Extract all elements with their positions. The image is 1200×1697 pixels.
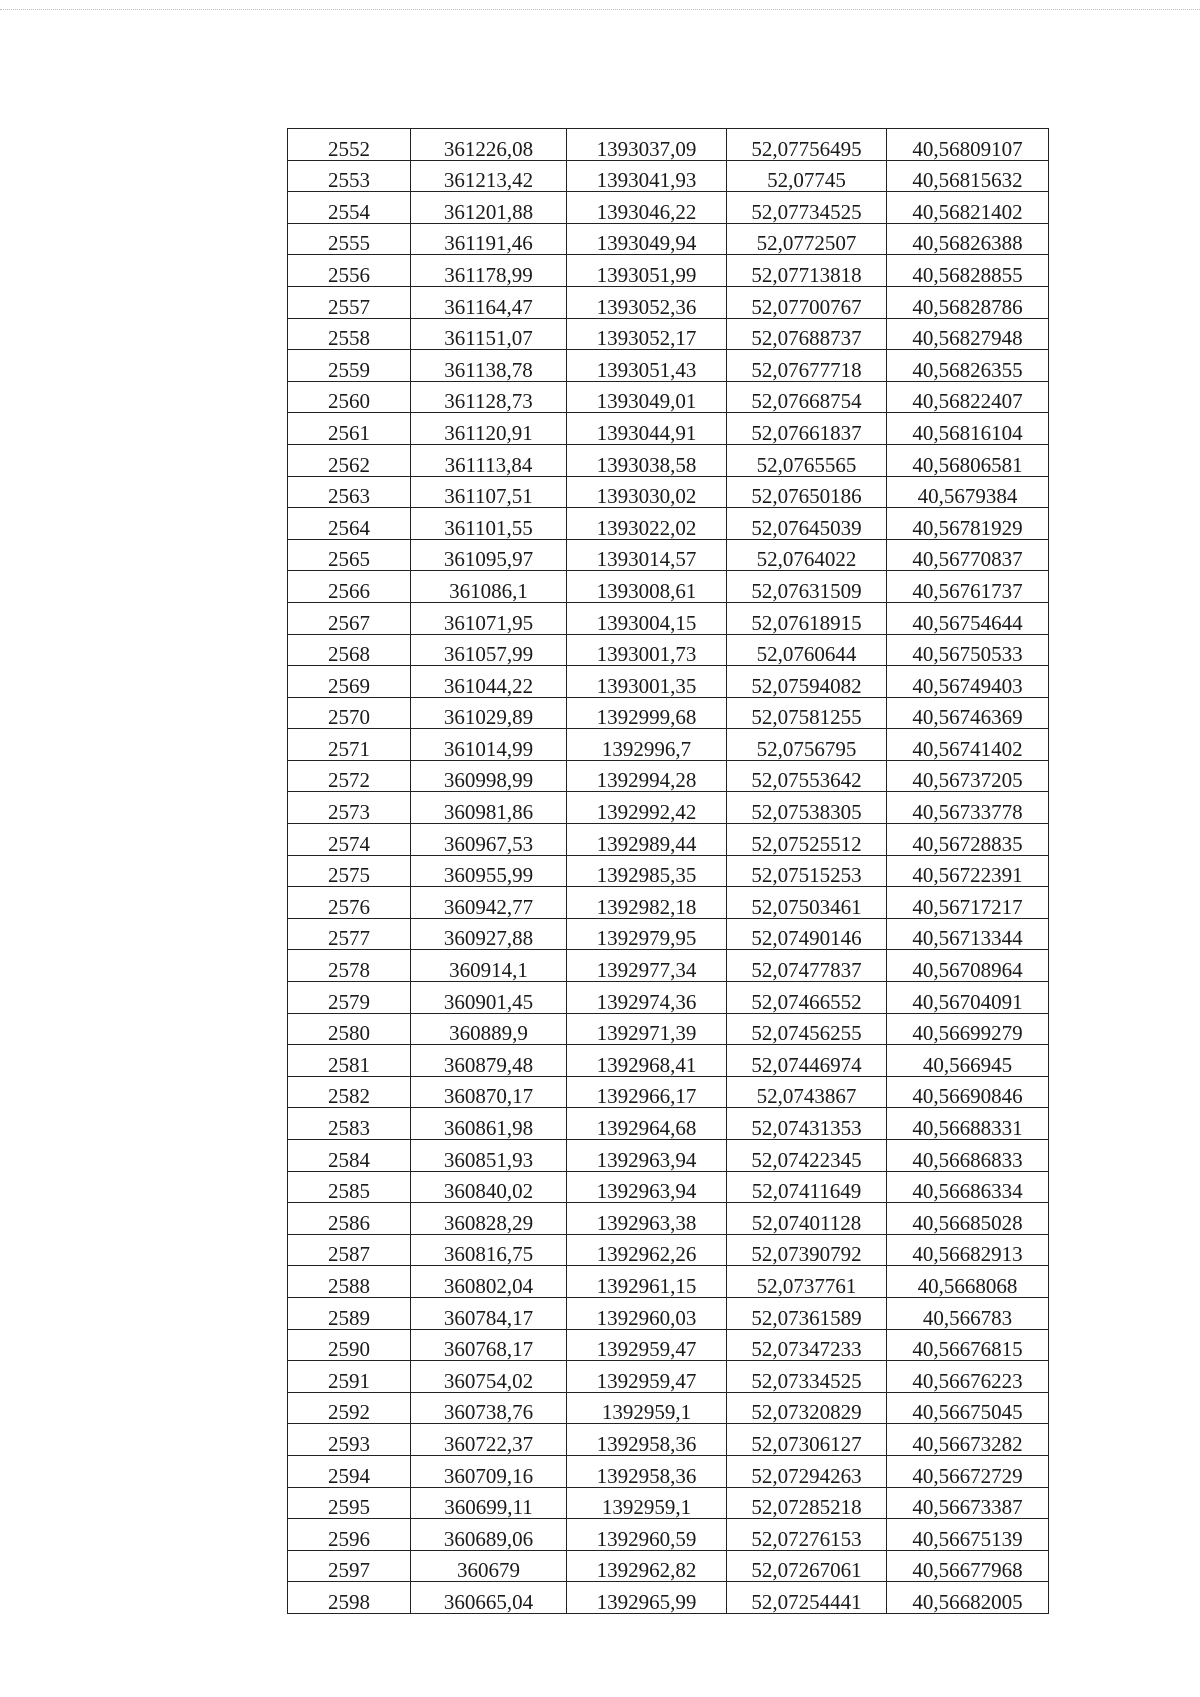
point-number-cell: 2588 xyxy=(288,1266,411,1298)
y-coordinate-cell: 1393044,91 xyxy=(567,413,727,445)
y-coordinate-cell: 1392963,94 xyxy=(567,1140,727,1172)
scan-edge-line xyxy=(0,9,1200,10)
latitude-cell: 52,07618915 xyxy=(727,602,887,634)
y-coordinate-cell: 1392963,38 xyxy=(567,1203,727,1235)
latitude-cell: 52,07745 xyxy=(727,160,887,192)
longitude-cell: 40,56733778 xyxy=(887,792,1049,824)
longitude-cell: 40,56685028 xyxy=(887,1203,1049,1235)
x-coordinate-cell: 361120,91 xyxy=(411,413,567,445)
latitude-cell: 52,07334525 xyxy=(727,1361,887,1393)
table-row xyxy=(288,1424,1049,1456)
longitude-cell: 40,5679384 xyxy=(887,476,1049,508)
table-row xyxy=(288,824,1049,856)
table-row xyxy=(288,1487,1049,1519)
y-coordinate-cell: 1392989,44 xyxy=(567,824,727,856)
coordinates-table xyxy=(287,128,1049,1614)
longitude-cell: 40,56828855 xyxy=(887,255,1049,287)
coordinates-table-body xyxy=(288,129,1049,1614)
point-number-cell: 2555 xyxy=(288,223,411,255)
x-coordinate-cell: 361201,88 xyxy=(411,192,567,224)
longitude-cell: 40,56686833 xyxy=(887,1140,1049,1172)
point-number-cell: 2553 xyxy=(288,160,411,192)
point-number-cell: 2593 xyxy=(288,1424,411,1456)
y-coordinate-cell: 1392985,35 xyxy=(567,855,727,887)
point-number-cell: 2585 xyxy=(288,1171,411,1203)
x-coordinate-cell: 361213,42 xyxy=(411,160,567,192)
table-row xyxy=(288,634,1049,666)
latitude-cell: 52,07700767 xyxy=(727,286,887,318)
point-number-cell: 2584 xyxy=(288,1140,411,1172)
longitude-cell: 40,56822407 xyxy=(887,381,1049,413)
table-row xyxy=(288,286,1049,318)
point-number-cell: 2574 xyxy=(288,824,411,856)
y-coordinate-cell: 1392959,47 xyxy=(567,1329,727,1361)
longitude-cell: 40,56750533 xyxy=(887,634,1049,666)
point-number-cell: 2582 xyxy=(288,1076,411,1108)
table-row xyxy=(288,318,1049,350)
point-number-cell: 2571 xyxy=(288,729,411,761)
longitude-cell: 40,56713344 xyxy=(887,918,1049,950)
x-coordinate-cell: 361071,95 xyxy=(411,602,567,634)
y-coordinate-cell: 1393046,22 xyxy=(567,192,727,224)
latitude-cell: 52,07631509 xyxy=(727,571,887,603)
x-coordinate-cell: 360981,86 xyxy=(411,792,567,824)
table-row xyxy=(288,697,1049,729)
y-coordinate-cell: 1393008,61 xyxy=(567,571,727,603)
table-row xyxy=(288,255,1049,287)
longitude-cell: 40,56749403 xyxy=(887,666,1049,698)
latitude-cell: 52,07594082 xyxy=(727,666,887,698)
latitude-cell: 52,07538305 xyxy=(727,792,887,824)
y-coordinate-cell: 1393004,15 xyxy=(567,602,727,634)
point-number-cell: 2592 xyxy=(288,1392,411,1424)
point-number-cell: 2562 xyxy=(288,444,411,476)
latitude-cell: 52,07490146 xyxy=(727,918,887,950)
table-row xyxy=(288,1203,1049,1235)
longitude-cell: 40,56677968 xyxy=(887,1550,1049,1582)
point-number-cell: 2570 xyxy=(288,697,411,729)
longitude-cell: 40,56816104 xyxy=(887,413,1049,445)
x-coordinate-cell: 360851,93 xyxy=(411,1140,567,1172)
y-coordinate-cell: 1393052,17 xyxy=(567,318,727,350)
x-coordinate-cell: 360955,99 xyxy=(411,855,567,887)
table-row xyxy=(288,855,1049,887)
x-coordinate-cell: 361113,84 xyxy=(411,444,567,476)
x-coordinate-cell: 360998,99 xyxy=(411,760,567,792)
y-coordinate-cell: 1392963,94 xyxy=(567,1171,727,1203)
latitude-cell: 52,07390792 xyxy=(727,1234,887,1266)
point-number-cell: 2595 xyxy=(288,1487,411,1519)
table-row xyxy=(288,666,1049,698)
y-coordinate-cell: 1393049,94 xyxy=(567,223,727,255)
y-coordinate-cell: 1392964,68 xyxy=(567,1108,727,1140)
longitude-cell: 40,566783 xyxy=(887,1297,1049,1329)
longitude-cell: 40,56682005 xyxy=(887,1582,1049,1614)
x-coordinate-cell: 360816,75 xyxy=(411,1234,567,1266)
latitude-cell: 52,07713818 xyxy=(727,255,887,287)
longitude-cell: 40,56746369 xyxy=(887,697,1049,729)
point-number-cell: 2576 xyxy=(288,887,411,919)
table-row xyxy=(288,539,1049,571)
longitude-cell: 40,5668068 xyxy=(887,1266,1049,1298)
table-row xyxy=(288,476,1049,508)
latitude-cell: 52,07294263 xyxy=(727,1455,887,1487)
longitude-cell: 40,56686334 xyxy=(887,1171,1049,1203)
point-number-cell: 2568 xyxy=(288,634,411,666)
table-row xyxy=(288,1013,1049,1045)
table-row xyxy=(288,508,1049,540)
longitude-cell: 40,566945 xyxy=(887,1045,1049,1077)
table-row xyxy=(288,950,1049,982)
latitude-cell: 52,07677718 xyxy=(727,350,887,382)
y-coordinate-cell: 1392977,34 xyxy=(567,950,727,982)
x-coordinate-cell: 360840,02 xyxy=(411,1171,567,1203)
table-row xyxy=(288,1455,1049,1487)
table-row xyxy=(288,413,1049,445)
y-coordinate-cell: 1393051,99 xyxy=(567,255,727,287)
table-row xyxy=(288,192,1049,224)
x-coordinate-cell: 361057,99 xyxy=(411,634,567,666)
latitude-cell: 52,0760644 xyxy=(727,634,887,666)
longitude-cell: 40,56826355 xyxy=(887,350,1049,382)
table-row xyxy=(288,1076,1049,1108)
table-row xyxy=(288,792,1049,824)
point-number-cell: 2597 xyxy=(288,1550,411,1582)
longitude-cell: 40,56761737 xyxy=(887,571,1049,603)
table-row xyxy=(288,602,1049,634)
y-coordinate-cell: 1392968,41 xyxy=(567,1045,727,1077)
longitude-cell: 40,56754644 xyxy=(887,602,1049,634)
longitude-cell: 40,56676815 xyxy=(887,1329,1049,1361)
longitude-cell: 40,56815632 xyxy=(887,160,1049,192)
y-coordinate-cell: 1393041,93 xyxy=(567,160,727,192)
x-coordinate-cell: 360828,29 xyxy=(411,1203,567,1235)
y-coordinate-cell: 1392962,82 xyxy=(567,1550,727,1582)
y-coordinate-cell: 1392965,99 xyxy=(567,1582,727,1614)
latitude-cell: 52,07456255 xyxy=(727,1013,887,1045)
x-coordinate-cell: 361095,97 xyxy=(411,539,567,571)
x-coordinate-cell: 361029,89 xyxy=(411,697,567,729)
longitude-cell: 40,56675045 xyxy=(887,1392,1049,1424)
latitude-cell: 52,07734525 xyxy=(727,192,887,224)
table-row xyxy=(288,129,1049,161)
point-number-cell: 2563 xyxy=(288,476,411,508)
table-row xyxy=(288,729,1049,761)
point-number-cell: 2591 xyxy=(288,1361,411,1393)
point-number-cell: 2573 xyxy=(288,792,411,824)
point-number-cell: 2569 xyxy=(288,666,411,698)
point-number-cell: 2580 xyxy=(288,1013,411,1045)
x-coordinate-cell: 360870,17 xyxy=(411,1076,567,1108)
x-coordinate-cell: 361151,07 xyxy=(411,318,567,350)
longitude-cell: 40,56741402 xyxy=(887,729,1049,761)
latitude-cell: 52,07515253 xyxy=(727,855,887,887)
y-coordinate-cell: 1392974,36 xyxy=(567,982,727,1014)
latitude-cell: 52,07553642 xyxy=(727,760,887,792)
table-row xyxy=(288,918,1049,950)
point-number-cell: 2559 xyxy=(288,350,411,382)
x-coordinate-cell: 360699,11 xyxy=(411,1487,567,1519)
point-number-cell: 2594 xyxy=(288,1455,411,1487)
y-coordinate-cell: 1392960,03 xyxy=(567,1297,727,1329)
y-coordinate-cell: 1392982,18 xyxy=(567,887,727,919)
y-coordinate-cell: 1392999,68 xyxy=(567,697,727,729)
latitude-cell: 52,0764022 xyxy=(727,539,887,571)
x-coordinate-cell: 360722,37 xyxy=(411,1424,567,1456)
y-coordinate-cell: 1392966,17 xyxy=(567,1076,727,1108)
latitude-cell: 52,07756495 xyxy=(727,129,887,161)
latitude-cell: 52,07276153 xyxy=(727,1519,887,1551)
point-number-cell: 2581 xyxy=(288,1045,411,1077)
point-number-cell: 2565 xyxy=(288,539,411,571)
y-coordinate-cell: 1392959,1 xyxy=(567,1487,727,1519)
longitude-cell: 40,56827948 xyxy=(887,318,1049,350)
y-coordinate-cell: 1392959,1 xyxy=(567,1392,727,1424)
x-coordinate-cell: 360768,17 xyxy=(411,1329,567,1361)
y-coordinate-cell: 1393014,57 xyxy=(567,539,727,571)
y-coordinate-cell: 1392979,95 xyxy=(567,918,727,950)
latitude-cell: 52,07477837 xyxy=(727,950,887,982)
x-coordinate-cell: 361226,08 xyxy=(411,129,567,161)
point-number-cell: 2598 xyxy=(288,1582,411,1614)
x-coordinate-cell: 361138,78 xyxy=(411,350,567,382)
y-coordinate-cell: 1393001,35 xyxy=(567,666,727,698)
latitude-cell: 52,07525512 xyxy=(727,824,887,856)
point-number-cell: 2554 xyxy=(288,192,411,224)
y-coordinate-cell: 1392958,36 xyxy=(567,1424,727,1456)
point-number-cell: 2557 xyxy=(288,286,411,318)
point-number-cell: 2567 xyxy=(288,602,411,634)
x-coordinate-cell: 360942,77 xyxy=(411,887,567,919)
latitude-cell: 52,07320829 xyxy=(727,1392,887,1424)
table-row xyxy=(288,350,1049,382)
x-coordinate-cell: 360861,98 xyxy=(411,1108,567,1140)
x-coordinate-cell: 361107,51 xyxy=(411,476,567,508)
point-number-cell: 2564 xyxy=(288,508,411,540)
latitude-cell: 52,07267061 xyxy=(727,1550,887,1582)
y-coordinate-cell: 1393049,01 xyxy=(567,381,727,413)
x-coordinate-cell: 360665,04 xyxy=(411,1582,567,1614)
table-row xyxy=(288,1171,1049,1203)
x-coordinate-cell: 360738,76 xyxy=(411,1392,567,1424)
longitude-cell: 40,56809107 xyxy=(887,129,1049,161)
longitude-cell: 40,56826388 xyxy=(887,223,1049,255)
latitude-cell: 52,0737761 xyxy=(727,1266,887,1298)
point-number-cell: 2575 xyxy=(288,855,411,887)
table-row xyxy=(288,887,1049,919)
x-coordinate-cell: 360901,45 xyxy=(411,982,567,1014)
y-coordinate-cell: 1392994,28 xyxy=(567,760,727,792)
point-number-cell: 2578 xyxy=(288,950,411,982)
longitude-cell: 40,56676223 xyxy=(887,1361,1049,1393)
y-coordinate-cell: 1392958,36 xyxy=(567,1455,727,1487)
point-number-cell: 2566 xyxy=(288,571,411,603)
longitude-cell: 40,56682913 xyxy=(887,1234,1049,1266)
x-coordinate-cell: 360914,1 xyxy=(411,950,567,982)
latitude-cell: 52,07285218 xyxy=(727,1487,887,1519)
x-coordinate-cell: 360679 xyxy=(411,1550,567,1582)
latitude-cell: 52,07581255 xyxy=(727,697,887,729)
y-coordinate-cell: 1392992,42 xyxy=(567,792,727,824)
table-row xyxy=(288,160,1049,192)
longitude-cell: 40,56704091 xyxy=(887,982,1049,1014)
table-row xyxy=(288,1266,1049,1298)
table-row xyxy=(288,444,1049,476)
x-coordinate-cell: 361128,73 xyxy=(411,381,567,413)
x-coordinate-cell: 360784,17 xyxy=(411,1297,567,1329)
x-coordinate-cell: 361101,55 xyxy=(411,508,567,540)
y-coordinate-cell: 1393022,02 xyxy=(567,508,727,540)
latitude-cell: 52,07668754 xyxy=(727,381,887,413)
longitude-cell: 40,56699279 xyxy=(887,1013,1049,1045)
point-number-cell: 2556 xyxy=(288,255,411,287)
table-row xyxy=(288,760,1049,792)
y-coordinate-cell: 1393030,02 xyxy=(567,476,727,508)
latitude-cell: 52,0772507 xyxy=(727,223,887,255)
table-row xyxy=(288,1519,1049,1551)
x-coordinate-cell: 361044,22 xyxy=(411,666,567,698)
x-coordinate-cell: 360754,02 xyxy=(411,1361,567,1393)
table-row xyxy=(288,982,1049,1014)
latitude-cell: 52,07306127 xyxy=(727,1424,887,1456)
y-coordinate-cell: 1392996,7 xyxy=(567,729,727,761)
table-row xyxy=(288,381,1049,413)
point-number-cell: 2579 xyxy=(288,982,411,1014)
longitude-cell: 40,56806581 xyxy=(887,444,1049,476)
table-row xyxy=(288,1108,1049,1140)
latitude-cell: 52,07361589 xyxy=(727,1297,887,1329)
longitude-cell: 40,56672729 xyxy=(887,1455,1049,1487)
latitude-cell: 52,07650186 xyxy=(727,476,887,508)
longitude-cell: 40,56688331 xyxy=(887,1108,1049,1140)
table-row xyxy=(288,571,1049,603)
latitude-cell: 52,07254441 xyxy=(727,1582,887,1614)
point-number-cell: 2589 xyxy=(288,1297,411,1329)
table-row xyxy=(288,1361,1049,1393)
point-number-cell: 2587 xyxy=(288,1234,411,1266)
latitude-cell: 52,07661837 xyxy=(727,413,887,445)
longitude-cell: 40,56717217 xyxy=(887,887,1049,919)
latitude-cell: 52,07466552 xyxy=(727,982,887,1014)
latitude-cell: 52,0743867 xyxy=(727,1076,887,1108)
table-row xyxy=(288,1234,1049,1266)
x-coordinate-cell: 360689,06 xyxy=(411,1519,567,1551)
longitude-cell: 40,56690846 xyxy=(887,1076,1049,1108)
x-coordinate-cell: 360967,53 xyxy=(411,824,567,856)
latitude-cell: 52,07688737 xyxy=(727,318,887,350)
latitude-cell: 52,07411649 xyxy=(727,1171,887,1203)
point-number-cell: 2583 xyxy=(288,1108,411,1140)
y-coordinate-cell: 1392971,39 xyxy=(567,1013,727,1045)
longitude-cell: 40,56821402 xyxy=(887,192,1049,224)
point-number-cell: 2572 xyxy=(288,760,411,792)
latitude-cell: 52,07446974 xyxy=(727,1045,887,1077)
latitude-cell: 52,07422345 xyxy=(727,1140,887,1172)
x-coordinate-cell: 361086,1 xyxy=(411,571,567,603)
longitude-cell: 40,56673282 xyxy=(887,1424,1049,1456)
y-coordinate-cell: 1393037,09 xyxy=(567,129,727,161)
point-number-cell: 2558 xyxy=(288,318,411,350)
table-row xyxy=(288,1392,1049,1424)
longitude-cell: 40,56828786 xyxy=(887,286,1049,318)
longitude-cell: 40,56673387 xyxy=(887,1487,1049,1519)
y-coordinate-cell: 1393001,73 xyxy=(567,634,727,666)
longitude-cell: 40,56781929 xyxy=(887,508,1049,540)
longitude-cell: 40,56737205 xyxy=(887,760,1049,792)
x-coordinate-cell: 361191,46 xyxy=(411,223,567,255)
longitude-cell: 40,56770837 xyxy=(887,539,1049,571)
point-number-cell: 2590 xyxy=(288,1329,411,1361)
latitude-cell: 52,07503461 xyxy=(727,887,887,919)
latitude-cell: 52,0756795 xyxy=(727,729,887,761)
y-coordinate-cell: 1392960,59 xyxy=(567,1519,727,1551)
point-number-cell: 2561 xyxy=(288,413,411,445)
y-coordinate-cell: 1392961,15 xyxy=(567,1266,727,1298)
x-coordinate-cell: 360889,9 xyxy=(411,1013,567,1045)
x-coordinate-cell: 360709,16 xyxy=(411,1455,567,1487)
x-coordinate-cell: 361164,47 xyxy=(411,286,567,318)
x-coordinate-cell: 360927,88 xyxy=(411,918,567,950)
point-number-cell: 2560 xyxy=(288,381,411,413)
x-coordinate-cell: 361178,99 xyxy=(411,255,567,287)
y-coordinate-cell: 1393051,43 xyxy=(567,350,727,382)
y-coordinate-cell: 1393038,58 xyxy=(567,444,727,476)
latitude-cell: 52,07347233 xyxy=(727,1329,887,1361)
y-coordinate-cell: 1393052,36 xyxy=(567,286,727,318)
latitude-cell: 52,07645039 xyxy=(727,508,887,540)
longitude-cell: 40,56722391 xyxy=(887,855,1049,887)
point-number-cell: 2577 xyxy=(288,918,411,950)
x-coordinate-cell: 360879,48 xyxy=(411,1045,567,1077)
longitude-cell: 40,56728835 xyxy=(887,824,1049,856)
x-coordinate-cell: 360802,04 xyxy=(411,1266,567,1298)
x-coordinate-cell: 361014,99 xyxy=(411,729,567,761)
point-number-cell: 2586 xyxy=(288,1203,411,1235)
latitude-cell: 52,07401128 xyxy=(727,1203,887,1235)
latitude-cell: 52,0765565 xyxy=(727,444,887,476)
table-row xyxy=(288,1045,1049,1077)
table-row xyxy=(288,223,1049,255)
longitude-cell: 40,56708964 xyxy=(887,950,1049,982)
longitude-cell: 40,56675139 xyxy=(887,1519,1049,1551)
table-row xyxy=(288,1297,1049,1329)
table-row xyxy=(288,1329,1049,1361)
table-row xyxy=(288,1140,1049,1172)
table-row xyxy=(288,1550,1049,1582)
y-coordinate-cell: 1392959,47 xyxy=(567,1361,727,1393)
point-number-cell: 2596 xyxy=(288,1519,411,1551)
y-coordinate-cell: 1392962,26 xyxy=(567,1234,727,1266)
latitude-cell: 52,07431353 xyxy=(727,1108,887,1140)
point-number-cell: 2552 xyxy=(288,129,411,161)
table-row xyxy=(288,1582,1049,1614)
